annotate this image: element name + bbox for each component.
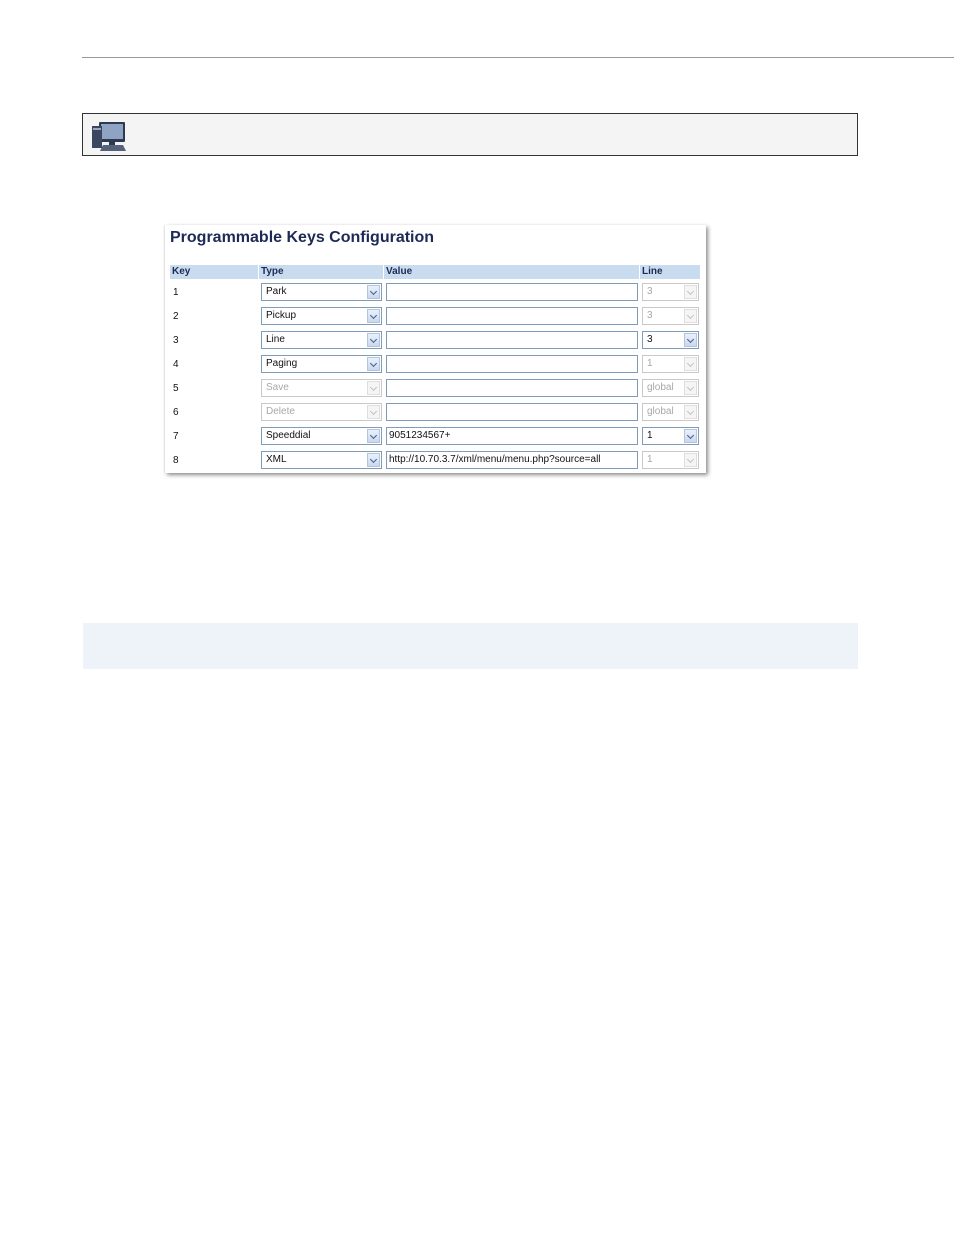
- key-number: 7: [173, 431, 179, 442]
- chevron-down-icon: [684, 309, 697, 323]
- value-input-text: 9051234567+: [389, 430, 451, 441]
- type-select-value: Park: [266, 286, 287, 297]
- line-select-value: 1: [647, 358, 653, 369]
- chevron-down-icon: [367, 333, 380, 347]
- programmable-keys-panel: [165, 225, 706, 473]
- chevron-down-icon: [367, 453, 380, 467]
- value-input[interactable]: [386, 451, 638, 469]
- note-box: [82, 113, 858, 156]
- value-input[interactable]: [386, 427, 638, 445]
- table-row: [165, 427, 706, 447]
- type-select-value: XML: [266, 454, 287, 465]
- key-number: 3: [173, 335, 179, 346]
- line-select-value: 3: [647, 310, 653, 321]
- type-select-value: Line: [266, 334, 285, 345]
- key-number: 1: [173, 287, 179, 298]
- chevron-down-icon: [684, 285, 697, 299]
- line-select-value: 3: [647, 334, 653, 345]
- line-select-value: 1: [647, 454, 653, 465]
- line-select: [642, 307, 699, 325]
- chevron-down-icon: [684, 453, 697, 467]
- line-select: [642, 403, 699, 421]
- type-select-value: Speeddial: [266, 430, 311, 441]
- page-top-rule: [82, 57, 954, 58]
- type-select-value: Save: [266, 382, 289, 393]
- type-select[interactable]: [261, 331, 382, 349]
- key-number: 4: [173, 359, 179, 370]
- value-input[interactable]: [386, 379, 638, 397]
- type-select[interactable]: [261, 451, 382, 469]
- line-select: [642, 379, 699, 397]
- header-value: Value: [384, 265, 639, 279]
- key-number: 2: [173, 311, 179, 322]
- type-select-value: Pickup: [266, 310, 297, 321]
- value-input[interactable]: [386, 355, 638, 373]
- key-number: 5: [173, 383, 179, 394]
- table-row: [165, 283, 706, 303]
- line-select: [642, 283, 699, 301]
- header-key: Key: [170, 265, 258, 279]
- computer-icon: [89, 118, 129, 154]
- table-row: [165, 355, 706, 375]
- info-box: [83, 623, 858, 669]
- chevron-down-icon: [684, 405, 697, 419]
- chevron-down-icon: [684, 357, 697, 371]
- line-select-value: 1: [647, 430, 653, 441]
- chevron-down-icon: [367, 405, 380, 419]
- type-select[interactable]: [261, 355, 382, 373]
- value-input[interactable]: [386, 307, 638, 325]
- header-line: Line: [640, 265, 700, 279]
- line-select-value: global: [647, 382, 674, 393]
- chevron-down-icon: [367, 357, 380, 371]
- type-select[interactable]: [261, 307, 382, 325]
- table-row: [165, 451, 706, 471]
- line-select-value: 3: [647, 286, 653, 297]
- table-row: [165, 379, 706, 399]
- type-select-value: Delete: [266, 406, 295, 417]
- chevron-down-icon: [367, 309, 380, 323]
- type-select: [261, 379, 382, 397]
- chevron-down-icon: [684, 429, 697, 443]
- panel-title: Programmable Keys Configuration: [170, 229, 435, 246]
- type-select-value: Paging: [266, 358, 298, 369]
- line-select: [642, 355, 699, 373]
- chevron-down-icon: [367, 429, 380, 443]
- type-select: [261, 403, 382, 421]
- value-input[interactable]: [386, 283, 638, 301]
- key-number: 8: [173, 455, 179, 466]
- value-input[interactable]: [386, 403, 638, 421]
- table-row: [165, 307, 706, 327]
- table-row: [165, 403, 706, 423]
- type-select[interactable]: [261, 427, 382, 445]
- line-select[interactable]: [642, 427, 699, 445]
- value-input-text: http://10.70.3.7/xml/menu/menu.php?source=all: [389, 454, 601, 465]
- header-type: Type: [259, 265, 383, 279]
- table-row: [165, 331, 706, 351]
- line-select: [642, 451, 699, 469]
- chevron-down-icon: [367, 381, 380, 395]
- line-select-value: global: [647, 406, 674, 417]
- key-number: 6: [173, 407, 179, 418]
- line-select[interactable]: [642, 331, 699, 349]
- type-select[interactable]: [261, 283, 382, 301]
- chevron-down-icon: [367, 285, 380, 299]
- chevron-down-icon: [684, 333, 697, 347]
- value-input[interactable]: [386, 331, 638, 349]
- chevron-down-icon: [684, 381, 697, 395]
